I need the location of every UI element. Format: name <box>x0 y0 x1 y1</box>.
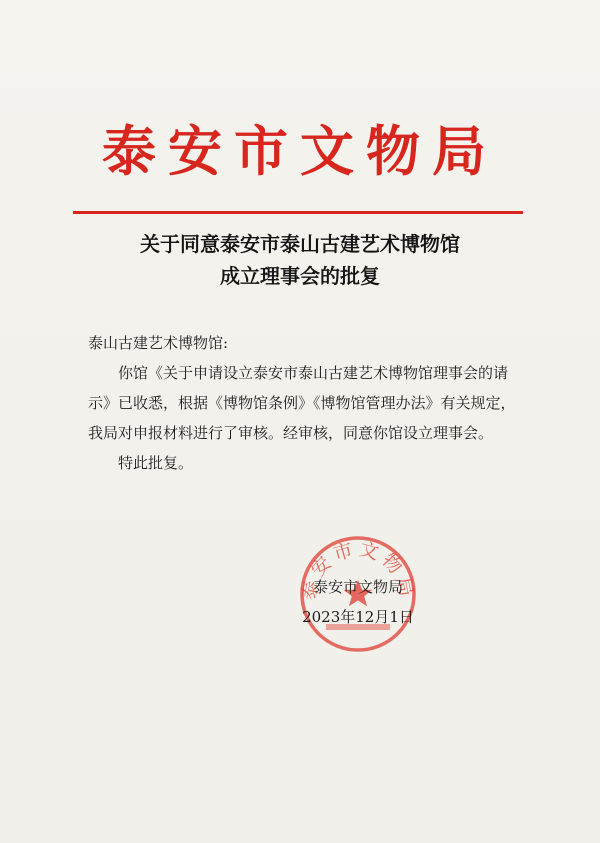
document-body <box>88 328 528 478</box>
document-title <box>0 228 600 292</box>
issuer-name: 泰安市文物局 <box>312 578 403 596</box>
body-paragraph-1: 你馆《关于申请设立泰安市泰山古建艺术博物馆理事会的请示》已收悉，根据《博物馆条例》《博物馆管理办法》有关规定，我局对申报材料进行了审核。经审核，同意你馆设立理事会。 <box>88 364 516 442</box>
red-divider-line <box>73 211 523 214</box>
title-line-1: 关于同意泰安市泰山古建艺术博物馆 <box>140 232 460 256</box>
title-line-2: 成立理事会的批复 <box>220 264 380 288</box>
organization-header: 泰安市文物局 <box>102 119 498 183</box>
salutation: 泰山古建艺术博物馆: <box>88 334 229 352</box>
signature-block <box>278 572 438 632</box>
seal-text: 泰安市文物局 <box>297 538 419 602</box>
issue-date: 2023年12月1日 <box>302 608 414 626</box>
body-paragraph-2: 特此批复。 <box>118 454 194 472</box>
